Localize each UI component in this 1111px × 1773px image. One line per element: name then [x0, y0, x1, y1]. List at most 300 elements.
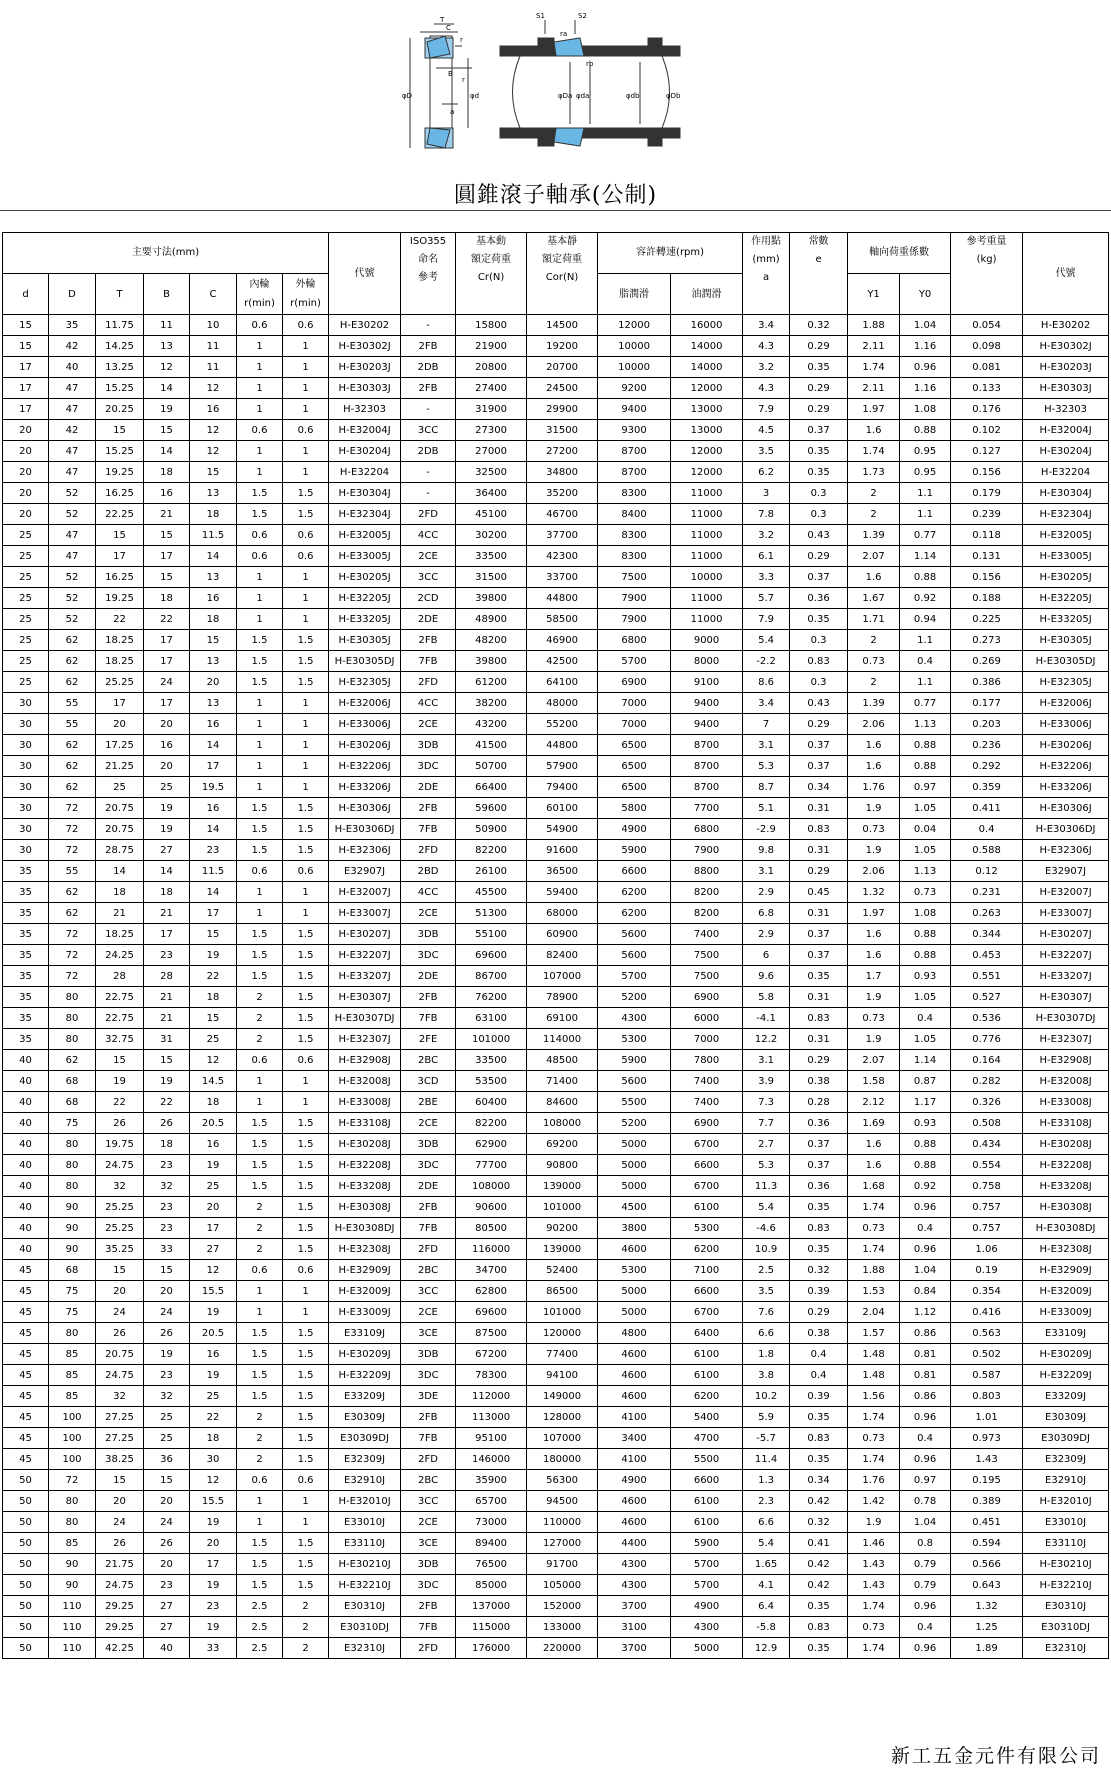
table-cell: 2CD — [401, 588, 456, 609]
table-cell: 25 — [144, 1407, 190, 1428]
table-cell: 68000 — [527, 903, 598, 924]
table-cell: 1.6 — [848, 1134, 900, 1155]
table-cell: 18 — [190, 987, 237, 1008]
table-cell: 7900 — [598, 588, 671, 609]
table-cell: 5000 — [598, 1155, 671, 1176]
table-cell: 13.25 — [96, 357, 144, 378]
table-cell: 1.5 — [283, 672, 329, 693]
table-cell: 0.29 — [790, 1050, 848, 1071]
table-cell: 1 — [237, 399, 283, 420]
weight-header: 參考重量 (kg) — [951, 233, 1023, 315]
table-cell: H-E30307DJ — [1023, 1008, 1109, 1029]
table-cell: 16 — [190, 1134, 237, 1155]
table-cell: 0.416 — [951, 1302, 1023, 1323]
table-cell: 0.4 — [790, 1344, 848, 1365]
table-cell: 85 — [49, 1386, 96, 1407]
table-cell: 22.25 — [96, 504, 144, 525]
table-cell: 2FB — [401, 1596, 456, 1617]
table-cell: - — [401, 399, 456, 420]
table-cell: 24.75 — [96, 1365, 144, 1386]
table-cell: H-E33007J — [329, 903, 401, 924]
table-cell: 0.29 — [790, 336, 848, 357]
table-cell: 12000 — [671, 441, 743, 462]
table-cell: 42.25 — [96, 1638, 144, 1659]
table-cell: 11.75 — [96, 315, 144, 336]
table-cell: 0.42 — [790, 1575, 848, 1596]
table-row — [3, 1554, 1109, 1575]
C-header: C — [190, 274, 237, 315]
table-cell: 0.37 — [790, 420, 848, 441]
table-cell: 1.6 — [848, 924, 900, 945]
B-header: B — [144, 274, 190, 315]
table-cell: 19 — [144, 798, 190, 819]
table-cell: 41500 — [456, 735, 527, 756]
table-cell: 20 — [3, 462, 49, 483]
table-cell: 91600 — [527, 840, 598, 861]
bearing-diagram — [400, 6, 700, 166]
table-row — [3, 882, 1109, 903]
table-cell: H-E30308J — [329, 1197, 401, 1218]
table-cell: 1.5 — [237, 1176, 283, 1197]
table-cell: 1 — [283, 756, 329, 777]
table-cell: -2.2 — [743, 651, 790, 672]
table-cell: 0.757 — [951, 1197, 1023, 1218]
table-cell: 17 — [96, 693, 144, 714]
table-cell: 24 — [144, 672, 190, 693]
table-cell: 79400 — [527, 777, 598, 798]
table-cell: 5.4 — [743, 1533, 790, 1554]
table-cell: 2FD — [401, 1239, 456, 1260]
table-cell: 1.05 — [900, 987, 951, 1008]
table-cell: 1.05 — [900, 840, 951, 861]
oil-header: 油潤滑 — [671, 274, 743, 315]
table-cell: H-E30210J — [1023, 1554, 1109, 1575]
table-cell: 6800 — [671, 819, 743, 840]
table-cell: 0.758 — [951, 1176, 1023, 1197]
table-cell: 6500 — [598, 735, 671, 756]
table-cell: 8.6 — [743, 672, 790, 693]
table-cell: 64100 — [527, 672, 598, 693]
table-cell: 42500 — [527, 651, 598, 672]
table-cell: 0.35 — [790, 1596, 848, 1617]
table-cell: 1.5 — [283, 483, 329, 504]
table-cell: 1.6 — [848, 756, 900, 777]
table-cell: 0.536 — [951, 1008, 1023, 1029]
table-cell: 7400 — [671, 924, 743, 945]
table-cell: 1 — [237, 777, 283, 798]
table-cell: H-E30304J — [329, 483, 401, 504]
table-cell: 0.36 — [790, 1113, 848, 1134]
table-cell: 6.1 — [743, 546, 790, 567]
table-cell: 12000 — [598, 315, 671, 336]
table-cell: 53500 — [456, 1071, 527, 1092]
table-cell: 0.177 — [951, 693, 1023, 714]
table-cell: 2FD — [401, 1638, 456, 1659]
table-cell: 20 — [190, 1197, 237, 1218]
table-cell: 0.31 — [790, 840, 848, 861]
table-cell: 0.97 — [900, 777, 951, 798]
table-cell: -5.8 — [743, 1617, 790, 1638]
constant-e-header: 常數 e — [790, 233, 848, 315]
table-cell: 2DE — [401, 777, 456, 798]
table-cell: 30200 — [456, 525, 527, 546]
table-cell: 33 — [144, 1239, 190, 1260]
table-cell: H-E33009J — [1023, 1302, 1109, 1323]
table-cell: 3CE — [401, 1323, 456, 1344]
table-cell: 1.5 — [237, 1533, 283, 1554]
table-cell: E32309J — [1023, 1449, 1109, 1470]
table-cell: 12 — [144, 357, 190, 378]
table-row — [3, 987, 1109, 1008]
table-cell: 20 — [144, 1281, 190, 1302]
table-row — [3, 1155, 1109, 1176]
table-cell: 0.42 — [790, 1554, 848, 1575]
table-cell: 137000 — [456, 1596, 527, 1617]
table-cell: 12000 — [671, 378, 743, 399]
table-cell: 18 — [144, 588, 190, 609]
table-cell: 17 — [3, 357, 49, 378]
table-cell: H-E32009J — [1023, 1281, 1109, 1302]
table-cell: 7500 — [671, 966, 743, 987]
table-row — [3, 651, 1109, 672]
table-cell: 90 — [49, 1575, 96, 1596]
table-cell: H-E32210J — [329, 1575, 401, 1596]
table-cell: 40 — [3, 1092, 49, 1113]
table-cell: 1.01 — [951, 1407, 1023, 1428]
table-row — [3, 777, 1109, 798]
table-row — [3, 546, 1109, 567]
table-cell: E33010J — [1023, 1512, 1109, 1533]
table-cell: 82400 — [527, 945, 598, 966]
table-cell: 0.225 — [951, 609, 1023, 630]
table-cell: 2.04 — [848, 1302, 900, 1323]
table-row — [3, 357, 1109, 378]
table-cell: 60900 — [527, 924, 598, 945]
table-cell: 0.29 — [790, 1302, 848, 1323]
table-cell: H-E32305J — [1023, 672, 1109, 693]
table-cell: 82200 — [456, 1113, 527, 1134]
table-cell: 114000 — [527, 1029, 598, 1050]
table-cell: 3CC — [401, 1281, 456, 1302]
table-cell: 40 — [49, 357, 96, 378]
table-cell: 0.35 — [790, 609, 848, 630]
table-cell: 30 — [3, 756, 49, 777]
table-cell: 48900 — [456, 609, 527, 630]
table-cell: H-E32209J — [1023, 1365, 1109, 1386]
table-cell: 7000 — [598, 693, 671, 714]
table-cell: 1.89 — [951, 1638, 1023, 1659]
table-cell: 24.75 — [96, 1155, 144, 1176]
table-cell: 20 — [144, 756, 190, 777]
table-cell: 0.4 — [900, 1008, 951, 1029]
table-cell: 2 — [283, 1617, 329, 1638]
table-cell: 72 — [49, 840, 96, 861]
table-cell: 1.5 — [237, 630, 283, 651]
table-cell: 0.3 — [790, 504, 848, 525]
table-cell: 127000 — [527, 1533, 598, 1554]
table-cell: E30310J — [1023, 1596, 1109, 1617]
svg-text:φD: φD — [402, 92, 413, 100]
table-cell: 25 — [3, 630, 49, 651]
table-cell: 20 — [144, 714, 190, 735]
table-cell: 2CE — [401, 1113, 456, 1134]
table-cell: 19 — [144, 819, 190, 840]
table-cell: 0.83 — [790, 651, 848, 672]
table-cell: 26100 — [456, 861, 527, 882]
table-cell: H-E30205J — [1023, 567, 1109, 588]
table-cell: 84600 — [527, 1092, 598, 1113]
table-cell: 19 — [190, 1365, 237, 1386]
table-cell: H-E33005J — [1023, 546, 1109, 567]
table-cell: 0.587 — [951, 1365, 1023, 1386]
table-cell: 1.6 — [848, 420, 900, 441]
table-cell: 20.75 — [96, 798, 144, 819]
table-row — [3, 924, 1109, 945]
table-cell: H-E32007J — [329, 882, 401, 903]
table-cell: 1.53 — [848, 1281, 900, 1302]
table-cell: 80500 — [456, 1218, 527, 1239]
table-cell: 1.1 — [900, 630, 951, 651]
table-cell: 2FB — [401, 987, 456, 1008]
table-cell: 12.9 — [743, 1638, 790, 1659]
table-cell: 4300 — [671, 1617, 743, 1638]
table-cell: 1.39 — [848, 693, 900, 714]
table-cell: 19 — [144, 399, 190, 420]
table-cell: 0.29 — [790, 378, 848, 399]
table-row — [3, 525, 1109, 546]
svg-text:S2: S2 — [578, 12, 587, 20]
table-cell: 20 — [190, 672, 237, 693]
table-cell: 76200 — [456, 987, 527, 1008]
table-cell: 2.11 — [848, 336, 900, 357]
table-cell: 0.6 — [237, 420, 283, 441]
table-cell: E32309J — [329, 1449, 401, 1470]
table-cell: 6200 — [671, 1239, 743, 1260]
table-cell: 0.88 — [900, 756, 951, 777]
table-cell: 4600 — [598, 1239, 671, 1260]
table-cell: H-E30204J — [1023, 441, 1109, 462]
page-title: 圓錐滾子軸承(公制) — [453, 183, 658, 208]
table-cell: 1.74 — [848, 1407, 900, 1428]
table-cell: 1 — [283, 777, 329, 798]
table-cell: 1.5 — [283, 987, 329, 1008]
table-cell: 0.133 — [951, 378, 1023, 399]
table-cell: 0.95 — [900, 441, 951, 462]
table-cell: 34800 — [527, 462, 598, 483]
table-cell: 5400 — [671, 1407, 743, 1428]
table-cell: 47 — [49, 462, 96, 483]
table-cell: 1.9 — [848, 1029, 900, 1050]
table-cell: 1.05 — [900, 1029, 951, 1050]
table-cell: 3DB — [401, 924, 456, 945]
table-cell: 0.32 — [790, 1260, 848, 1281]
table-cell: 2 — [237, 1449, 283, 1470]
table-cell: 33500 — [456, 1050, 527, 1071]
table-cell: 80 — [49, 1155, 96, 1176]
table-cell: 0.35 — [790, 1239, 848, 1260]
table-cell: 1.5 — [237, 840, 283, 861]
table-cell: 7.8 — [743, 504, 790, 525]
table-cell: 25 — [190, 1029, 237, 1050]
table-cell: 6900 — [671, 1113, 743, 1134]
table-cell: 13000 — [671, 399, 743, 420]
table-cell: 14000 — [671, 336, 743, 357]
table-cell: 1.5 — [283, 819, 329, 840]
table-cell: 5900 — [598, 840, 671, 861]
table-cell: 1.76 — [848, 777, 900, 798]
table-cell: 0.803 — [951, 1386, 1023, 1407]
table-cell: 33 — [190, 1638, 237, 1659]
table-cell: 17 — [144, 924, 190, 945]
table-cell: 69100 — [527, 1008, 598, 1029]
table-cell: 18.25 — [96, 630, 144, 651]
table-row — [3, 441, 1109, 462]
table-cell: 0.81 — [900, 1344, 951, 1365]
table-cell: 0.35 — [790, 1638, 848, 1659]
table-cell: 2CE — [401, 546, 456, 567]
table-cell: 6100 — [671, 1365, 743, 1386]
table-cell: 19 — [190, 1302, 237, 1323]
table-cell: 2FB — [401, 1197, 456, 1218]
table-cell: 15 — [144, 1050, 190, 1071]
table-cell: 1.74 — [848, 1197, 900, 1218]
svg-text:φdb: φdb — [626, 92, 640, 100]
table-cell: 0.35 — [790, 357, 848, 378]
table-cell: 2FB — [401, 336, 456, 357]
bearing-spec-table — [2, 232, 1109, 1659]
table-cell: 48500 — [527, 1050, 598, 1071]
table-cell: 1 — [237, 1092, 283, 1113]
table-cell: 1.5 — [283, 1239, 329, 1260]
table-cell: 48000 — [527, 693, 598, 714]
table-cell: 1.5 — [237, 1554, 283, 1575]
table-cell: 9400 — [598, 399, 671, 420]
table-cell: 18 — [190, 1428, 237, 1449]
table-cell: 0.269 — [951, 651, 1023, 672]
table-cell: 0.88 — [900, 1134, 951, 1155]
table-row — [3, 714, 1109, 735]
table-cell: 0.43 — [790, 693, 848, 714]
table-cell: 20.75 — [96, 1344, 144, 1365]
table-cell: 0.34 — [790, 777, 848, 798]
table-cell: 25 — [3, 588, 49, 609]
table-cell: 16.25 — [96, 483, 144, 504]
table-cell: 11000 — [671, 588, 743, 609]
table-cell: 52 — [49, 483, 96, 504]
table-cell: H-E30210J — [329, 1554, 401, 1575]
table-row — [3, 840, 1109, 861]
table-cell: 19 — [190, 945, 237, 966]
table-cell: 1.39 — [848, 525, 900, 546]
table-cell: 0.527 — [951, 987, 1023, 1008]
table-cell: 0.73 — [848, 1008, 900, 1029]
table-cell: 10 — [190, 315, 237, 336]
table-cell: 17 — [144, 693, 190, 714]
table-cell: H-E30306J — [1023, 798, 1109, 819]
table-cell: 0.86 — [900, 1323, 951, 1344]
table-cell: 1.5 — [237, 1386, 283, 1407]
table-row — [3, 1491, 1109, 1512]
table-cell: 44800 — [527, 588, 598, 609]
table-cell: 1.67 — [848, 588, 900, 609]
table-cell: 1.5 — [283, 1533, 329, 1554]
table-cell: 15.5 — [190, 1491, 237, 1512]
table-cell: 0.156 — [951, 567, 1023, 588]
table-cell: 112000 — [456, 1386, 527, 1407]
table-cell: 33500 — [456, 546, 527, 567]
table-cell: 15 — [144, 1260, 190, 1281]
table-cell: 8300 — [598, 483, 671, 504]
table-cell: 55 — [49, 861, 96, 882]
table-cell: 1.48 — [848, 1365, 900, 1386]
table-cell: 6600 — [598, 861, 671, 882]
table-cell: 8000 — [671, 651, 743, 672]
table-cell: 22 — [96, 1092, 144, 1113]
table-cell: 62 — [49, 756, 96, 777]
table-cell: 0.88 — [900, 567, 951, 588]
table-cell: 1.1 — [900, 672, 951, 693]
table-cell: 5.8 — [743, 987, 790, 1008]
table-cell: 3400 — [598, 1428, 671, 1449]
table-cell: 3DE — [401, 1386, 456, 1407]
table-cell: 35 — [3, 861, 49, 882]
table-cell: 47 — [49, 399, 96, 420]
table-cell: 15 — [144, 1470, 190, 1491]
table-cell: 0.4 — [951, 819, 1023, 840]
table-cell: 40 — [3, 1113, 49, 1134]
table-cell: 15.5 — [190, 1281, 237, 1302]
table-cell: 45 — [3, 1323, 49, 1344]
table-cell: 0.96 — [900, 357, 951, 378]
table-cell: 80 — [49, 1029, 96, 1050]
table-cell: H-E30303J — [1023, 378, 1109, 399]
table-cell: 0.6 — [283, 315, 329, 336]
table-cell: H-E33008J — [329, 1092, 401, 1113]
table-cell: 7FB — [401, 651, 456, 672]
table-cell: H-E30207J — [329, 924, 401, 945]
table-cell: 1.5 — [237, 651, 283, 672]
table-row — [3, 1449, 1109, 1470]
table-cell: 18 — [190, 609, 237, 630]
table-cell: 17 — [3, 399, 49, 420]
table-cell: 2.7 — [743, 1134, 790, 1155]
table-cell: 25 — [96, 777, 144, 798]
table-cell: 9300 — [598, 420, 671, 441]
table-cell: 1.5 — [283, 840, 329, 861]
table-cell: 30 — [3, 840, 49, 861]
table-cell: H-32303 — [329, 399, 401, 420]
table-row — [3, 861, 1109, 882]
table-cell: 0.239 — [951, 504, 1023, 525]
table-cell: 0.73 — [848, 819, 900, 840]
table-cell: 35900 — [456, 1470, 527, 1491]
table-cell: E30309J — [329, 1407, 401, 1428]
table-cell: 0.551 — [951, 966, 1023, 987]
table-cell: 3.2 — [743, 357, 790, 378]
table-row — [3, 1281, 1109, 1302]
table-row — [3, 1239, 1109, 1260]
table-cell: 0.96 — [900, 1197, 951, 1218]
table-cell: 0.36 — [790, 1176, 848, 1197]
table-cell: 22.75 — [96, 1008, 144, 1029]
table-row — [3, 1512, 1109, 1533]
axial-factor-header: 軸向荷重係數 — [848, 233, 951, 274]
table-cell: 1 — [283, 336, 329, 357]
table-cell: 133000 — [527, 1617, 598, 1638]
table-cell: H-E32304J — [1023, 504, 1109, 525]
table-cell: 1.08 — [900, 903, 951, 924]
table-cell: 20 — [96, 714, 144, 735]
